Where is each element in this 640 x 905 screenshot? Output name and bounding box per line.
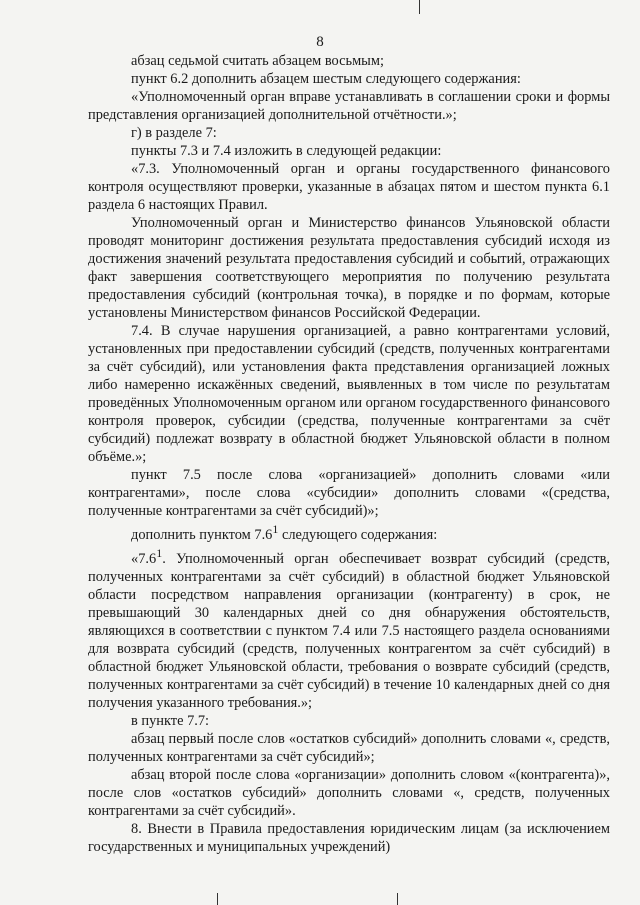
paragraph-9: пункт 7.5 после слова «организацией» дополнить словами «или контрагентами», после слова «субсидии» дополнить словами «(средства, полученные контрагентами за счёт субсидий)»; (88, 467, 610, 519)
paragraph-11 (88, 544, 610, 712)
paragraph-4: г) в разделе 7: (131, 125, 217, 141)
paragraph-15: 8. Внести в Правила предоставления юридическим лицам (за исключением государственных и муниципальных учреждений) (88, 820, 610, 855)
paragraph-13: абзац первый после слов «остатков субсидий» дополнить словами «, средств, полученных контрагентами за счёт субсидий»; (88, 730, 610, 765)
paragraph-2: пункт 6.2 дополнить абзацем шестым следующего содержания: (131, 71, 521, 87)
scan-mark-bottom-left (217, 893, 218, 905)
paragraph-11-sup: 1 (156, 545, 163, 560)
paragraph-7: Уполномоченный орган и Министерство финансов Ульяновской области проводят мониторинг достижения результата предоставления субсидий исходя из достижения значений результата предоставления субсидий и событий, отражающих факт завершения соответствующего мероприятия по получению результата предоставления субсидий (контрольная точка), в порядке и по формам, которые установлены Министерством финансов Российской Федерации. (88, 215, 610, 321)
scan-mark-bottom-right (397, 893, 398, 905)
paragraph-12: в пункте 7.7: (131, 712, 210, 729)
paragraph-1: абзац седьмой считать абзацем восьмым; (131, 53, 384, 69)
scan-mark-top (419, 0, 420, 14)
paragraph-10-sup: 1 (272, 522, 279, 536)
paragraph-11-tail: . Уполномоченный орган обеспечивает возврат субсидий (средств, полученных контрагентами за счёт субсидий) в областной бюджет Ульяновской области посредством направления организации (контрагенту) в срок, не превышающий 30 календарных дней со дня обнаружения обстоятельств, являющихся в соответствии с пунктом 7.4 или 7.5 настоящего раздела основаниями для возврата субсидий (средств, полученных контрагентом за счёт субсидий) в областной бюджет Ульяновской области, требования о возврате субсидий (средств, полученных контрагентами за счёт субсидий) в течение 10 календарных дней со дня получения указанного требования.»; (88, 550, 610, 711)
paragraph-5: пункты 7.3 и 7.4 изложить в следующей редакции: (131, 143, 442, 159)
paragraph-10-tail: следующего содержания: (278, 526, 438, 543)
paragraph-3: «Уполномоченный орган вправе устанавливать в соглашении сроки и формы представления организацией дополнительной отчётности.»; (88, 89, 610, 123)
paragraph-8: 7.4. В случае нарушения организацией, а равно контрагентами условий, установленных при предоставлении субсидий (средств, полученных контрагентами за счёт субсидий), или установления факта представления организацией ложных либо намеренно искажённых сведений, выявленных в том числе по результатам проведённых Уполномоченным органом или органом государственного финансового контроля проверок, субсидии (средства, полученные контрагентами за счёт субсидий) подлежат возврату в областной бюджет Ульяновской области в полном объёме.»; (88, 323, 610, 465)
paragraph-10 (88, 520, 610, 544)
document-body (88, 52, 610, 856)
page-number: 8 (316, 34, 324, 50)
paragraph-10-text: дополнить пунктом 7.6 (131, 526, 273, 543)
paragraph-11-text: «7.6 (131, 550, 157, 567)
paragraph-6: «7.3. Уполномоченный орган и органы государственного финансового контроля осуществляют проверки, указанные в абзацах пятом и шестом пункта 6.1 раздела 6 настоящих Правил. (88, 161, 610, 213)
paragraph-14: абзац второй после слова «организации» дополнить словом «(контрагента)», после слов «остатков субсидий» дополнить словами «, средств, полученных контрагентами за счёт субсидий». (88, 766, 610, 819)
